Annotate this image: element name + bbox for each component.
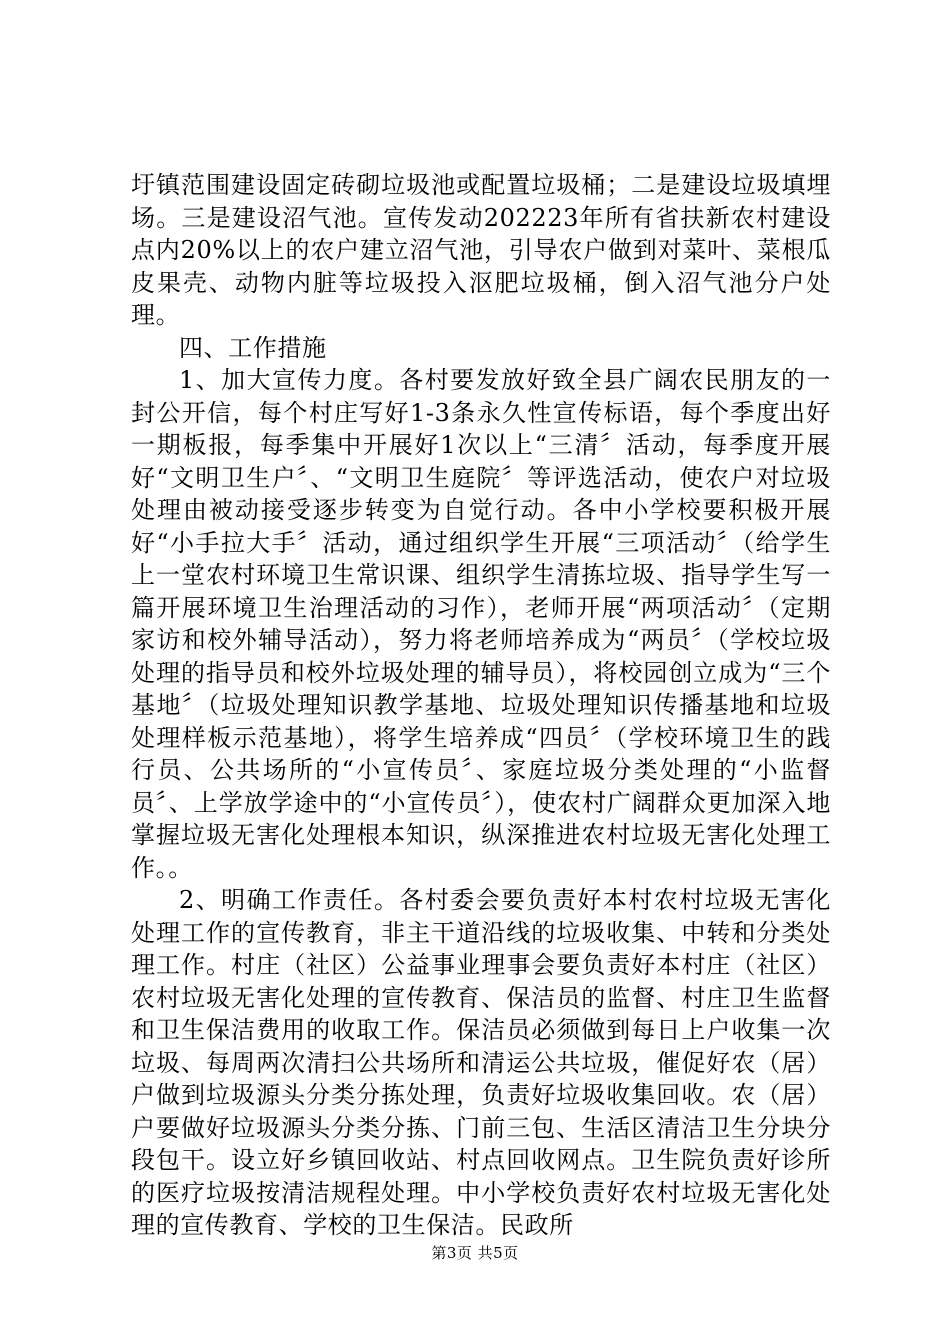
- page-number-footer: 第3页 共5页: [431, 1244, 519, 1262]
- paragraph-responsibility: 2、明确工作责任。各村委会要负责好本村农村垃圾无害化处理工作的宣传教育，非主干道沿线的垃圾收集、中转和分类处理工作。村庄（社区）公益事业理事会要负责好本村庄（社区）农村垃圾无害化处理的宣传教育、保洁员的监督、村庄卫生监督和卫生保洁费用的收取工作。保洁员必须做到每日上户收集一次垃圾、每周两次清扫公共场所和清运公共垃圾，催促好农（居）户做到垃圾源头分类分拣处理，负责好垃圾收集回收。农（居）户要做好垃圾源头分类分拣、门前三包、生活区清洁卫生分块分段包干。设立好乡镇回收站、村点回收网点。卫生院负责好诊所的医疗垃圾按清洁规程处理。中小学校负责好农村垃圾无害化处理的宣传教育、学校的卫生保洁。民政所: [131, 886, 831, 1239]
- paragraph-continuation: 圩镇范围建设固定砖砌垃圾池或配置垃圾桶；二是建设垃圾填埋场。三是建设沼气池。宣传发动202223年所有省扶新农村建设点内20%以上的农户建立沼气池，引导农户做到对菜叶、菜根瓜皮果壳、动物内脏等垃圾投入沤肥垃圾桶，倒入沼气池分户处理。: [131, 171, 831, 329]
- document-body: [131, 169, 831, 1242]
- section-heading-work-measures: 四、工作措施: [179, 333, 327, 362]
- paragraph-publicity: 1、加大宣传力度。各村要发放好致全县广阔农民朋友的一封公开信，每个村庄写好1-3条永久性宣传标语，每个季度出好一期板报，每季集中开展好1次以上“三清〞活动，每季度开展好“文明卫生户〞、“文明卫生庭院〞等评选活动，使农户对垃圾处理由被动接受逐步转变为自觉行动。各中小学校要积极开展好“小手拉大手〞活动，通过组织学生开展“三项活动〞（给学生上一堂农村环境卫生常识课、组织学生清拣垃圾、指导学生写一篇开展环境卫生治理活动的习作），老师开展“两项活动〞（定期家访和校外辅导活动），努力将老师培养成为“两员〞（学校垃圾处理的指导员和校外垃圾处理的辅导员），将校园创立成为“三个基地〞（垃圾处理知识教学基地、垃圾处理知识传播基地和垃圾处理样板示范基地），将学生培养成“四员〞（学校环境卫生的践行员、公共场所的“小宣传员〞、家庭垃圾分类处理的“小监督员〞、上学放学途中的“小宣传员〞），使农村广阔群众更加深入地掌握垃圾无害化处理根本知识，纵深推进农村垃圾无害化处理工作。。: [131, 366, 831, 882]
